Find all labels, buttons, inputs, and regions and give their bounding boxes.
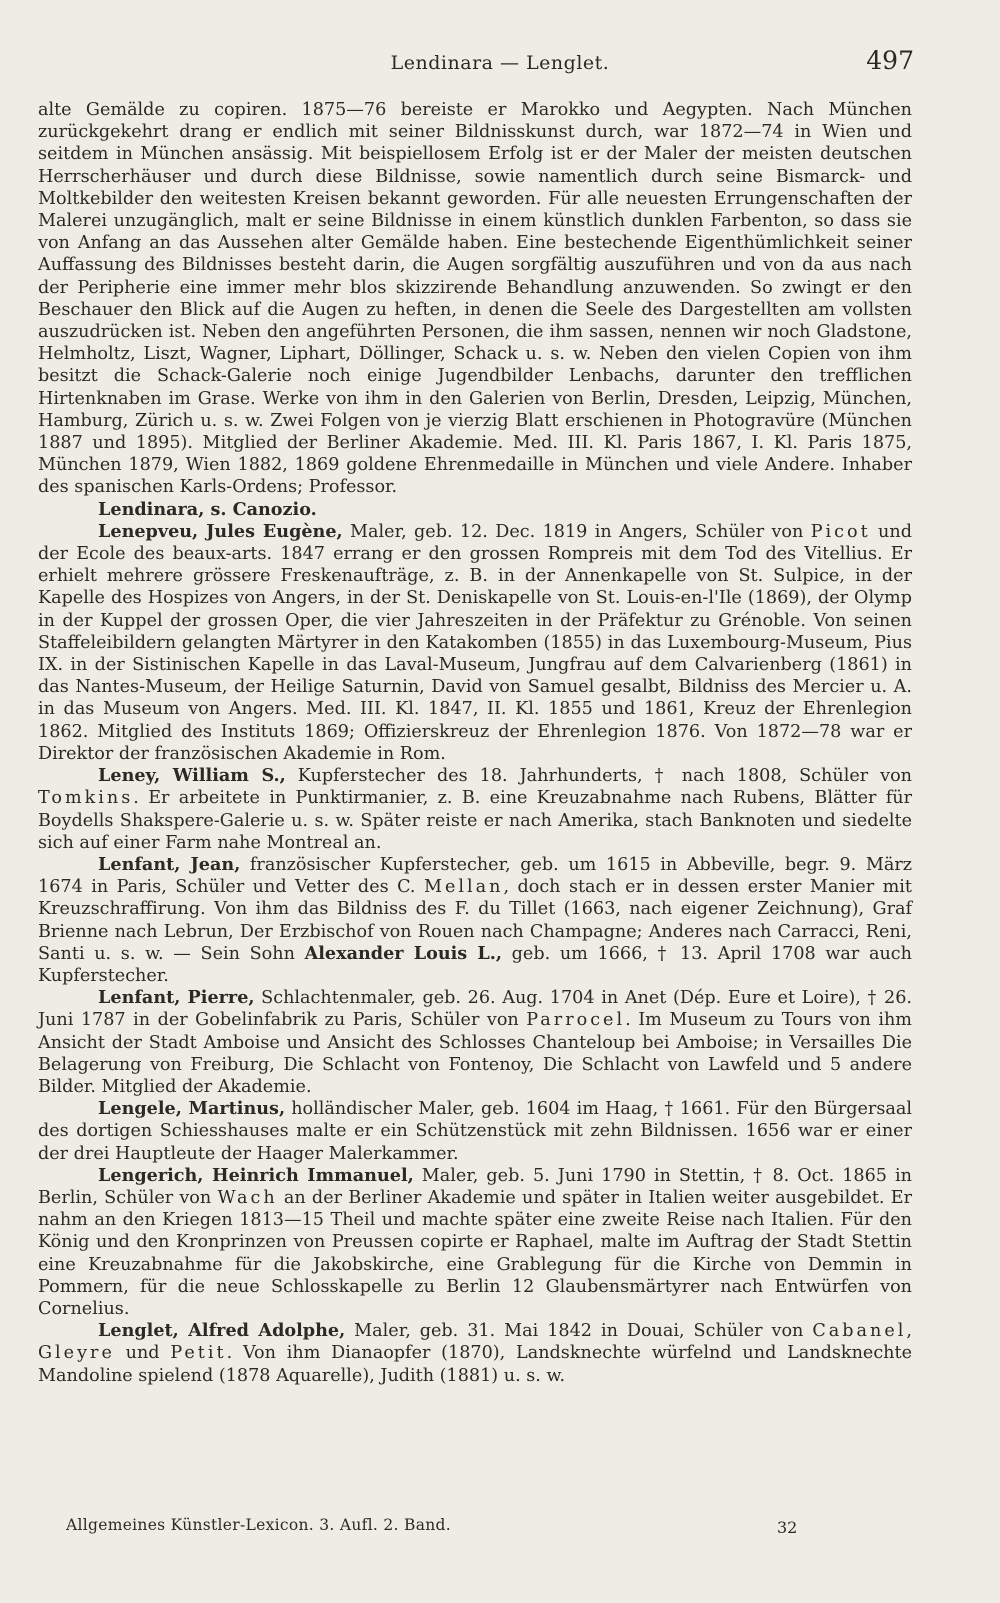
entry-text: alte Gemälde zu copiren. 1875—76 bereiste er Marokko und Aegypten. Nach München zurückgekehrt drang er endlich mit seiner Bildnisskunst durch, war 1872—74 in Wien und seitdem in München ansässig. Mit beispiellosem Erfolg ist er der Maler der meisten deutschen Herrscherhäuser und durch diese Bildnisse, sowie namentlich durch seine Bismarck- und Moltkebilder den weitesten Kreisen bekannt geworden. Für alle neuesten Errungenschaften der Malerei unzugänglich, malt er seine Bildnisse in einem künstlich dunklen Farbenton, so dass sie von Anfang an das Aussehen alter Gemälde haben. Eine bestechende Eigenthümlichkeit seiner Auffassung des Bildnisses besteht darin, die Augen sorgfältig auszuführen und von da aus nach der Peripherie eine immer mehr blos skizzirende Behandlung anzuwenden. So zwingt er den Beschauer den Blick auf die Augen zu heften, in denen die Seele des Dargestellten am vollsten auszudrücken ist. Neben den angeführten Personen, die ihm sassen, nennen wir noch Gladstone, Helmholtz, Liszt, Wagner, Liphart, Döllinger, Schack u. s. w. Neben den vielen Copien von ihm besitzt die Schack-Galerie noch einige Jugendbilder Lenbachs, darunter den trefflichen Hirtenknaben im Grase. Werke von ihm in den Galerien von Berlin, Dresden, Leipzig, München, Hamburg, Zürich u. s. w. Zwei Folgen von je vierzig Blatt erschienen in Photogravüre (München 1887 und 1895). Mitglied der Berliner Akademie. Med. III. Kl. Paris 1867, I. Kl. Paris 1875, München 1879, Wien 1882, 1869 goldene Ehrenmedaille in München und viele Andere. Inhaber des spanischen Karls-Ordens; Professor. <box>38 100 912 498</box>
entry-paragraph <box>38 854 912 987</box>
entry-text: , doch stach er in dessen erster Manier mit Kreuzschraffirung. Von ihm das Bildniss des F. du Tillet (1663, nach eigener Zeichnung), Graf Brienne nach Lebrun, Der Erzbischof von Rouen nach Champagne; Anderes nach Carracci, Reni, Santi u. s. w. — Sein Sohn <box>38 877 912 964</box>
signature-mark: 32 <box>777 1518 798 1537</box>
spaced-name: Wach <box>217 1187 278 1208</box>
entry-headword: Lenepveu, Jules Eugène, <box>98 520 343 542</box>
page-header <box>0 46 1000 86</box>
entry-text: Schlachtenmaler, geb. 26. Aug. 1704 in Anet (Dép. Eure et Loire), † 26. Juni 1787 in der Gobelinfabrik zu Paris, Schüler von <box>38 988 912 1031</box>
spaced-name: Picot <box>810 521 871 542</box>
entry-headword: Lengerich, Heinrich Immanuel, <box>98 1164 414 1186</box>
page-number: 497 <box>866 46 914 75</box>
lexicon-body <box>38 99 912 1387</box>
page-footer <box>0 1516 1000 1546</box>
entry-headword: Lendinara, s. Canozio. <box>98 498 317 520</box>
entry-paragraph <box>38 499 912 521</box>
entry-text: geb. um 1666, † 13. April 1708 war auch Kupferstecher. <box>38 943 912 986</box>
entry-text: und der Ecole des beaux-arts. 1847 errang er den grossen Rompreis mit dem Tod des Vitellius. Er erhielt mehrere grössere Freskenaufträge, z. B. in der Annenkapelle von St. Sulpice, in der Kapelle des Hospizes von Angers, in der St. Deniskapelle von St. Louis-en-l'Ile (1869), der Olymp in der Kuppel der grossen Oper, die vier Jahreszeiten in der Präfektur zu Grénoble. Von seinen Staffeleibildern gelangten Märtyrer in den Katakomben (1855) in das Luxembourg-Museum, Pius IX. in der Sistinischen Kapelle in das Laval-Museum, Jungfrau auf dem Calvarienberg (1861) in das Nantes-Museum, der Heilige Saturnin, David von Samuel gesalbt, Bildniss des Mercier u. A. in das Museum von Angers. Med. III. Kl. 1847, II. Kl. 1855 und 1861, Kreuz der Ehrenlegion 1862. Mitglied des Instituts 1869; Offizierskreuz der Ehrenlegion 1876. Von 1872—78 war er Direktor der französischen Akademie in Rom. <box>38 521 912 764</box>
entry-text: , <box>906 1321 913 1342</box>
footer-source: Allgemeines Künstler-Lexicon. 3. Aufl. 2. Band. <box>66 1516 451 1534</box>
entry-text: an der Berliner Akademie und später in Italien weiter ausgebildet. Er nahm an den Kriegen 1813—15 Theil und machte später eine zweite Reise nach Italien. Für den König und den Kronprinzen von Preussen copirte er Raphael, malte im Auftrag der Stadt Stettin eine Kreuzabnahme für die Jakobskirche, eine Grablegung für die Kirche von Demmin in Pommern, für die neue Schlosskapelle zu Berlin 12 Glaubensmärtyrer nach Entwürfen von Cornelius. <box>38 1187 912 1319</box>
spaced-name: Tomkins <box>38 788 134 809</box>
entry-text: . Er arbeitete in Punktirmanier, z. B. eine Kreuzabnahme nach Rubens, Blätter für Boydells Shakspere-Galerie u. s. w. Später reiste er nach Amerika, stach Banknoten und siedelte sich auf einer Farm nahe Montreal an. <box>38 788 912 853</box>
entry-text: holländischer Maler, geb. 1604 im Haag, † 1661. Für den Bürgersaal des dortigen Schiesshauses malte er ein Schützenstück mit zehn Bildnissen. 1656 war er einer der drei Hauptleute der Haager Malerkammer. <box>38 1099 912 1164</box>
entry-text: Maler, geb. 5. Juni 1790 in Stettin, † 8. Oct. 1865 in Berlin, Schüler von <box>38 1165 912 1208</box>
running-title: Lendinara — Lenglet. <box>390 52 610 74</box>
spaced-name: Gleyre <box>38 1343 115 1364</box>
entry-headword: Lenfant, Pierre, <box>98 987 255 1009</box>
entry-paragraph <box>38 765 912 854</box>
entry-paragraph <box>38 1320 912 1387</box>
entry-text: Maler, geb. 31. Mai 1842 in Douai, Schüler von <box>345 1321 813 1342</box>
entry-paragraph <box>38 987 912 1098</box>
entry-text: französischer Kupferstecher, geb. um 1615 in Abbeville, begr. 9. März 1674 in Paris, Schüler und Vetter des C. <box>38 854 913 898</box>
entry-text: . Von ihm Dianaopfer (1870), Landsknechte würfelnd und Landsknechte Mandoline spielend (1878 Aquarelle), Judith (1881) u. s. w. <box>38 1343 912 1386</box>
entry-paragraph <box>38 99 912 499</box>
spaced-name: Parrocel <box>526 1010 626 1031</box>
entry-text: und <box>114 1343 171 1364</box>
entry-text: . Im Museum zu Tours von ihm Ansicht der Stadt Amboise und Ansicht des Schlosses Chanteloup bei Amboise; in Versailles Die Belagerung von Freiburg, Die Schlacht von Fontenoy, Die Schlacht von Lawfeld und 5 andere Bilder. Mitglied der Akademie. <box>38 1010 912 1097</box>
entry-text: Kupferstecher des 18. Jahrhunderts, † nach 1808, Schüler von <box>285 766 912 787</box>
spaced-name: Petit <box>170 1343 227 1364</box>
entry-headword: Leney, William S., <box>98 765 286 787</box>
entry-headword: Lenglet, Alfred Adolphe, <box>98 1320 346 1342</box>
spaced-name: Mellan <box>423 877 504 898</box>
entry-text: Maler, geb. 12. Dec. 1819 in Angers, Schüler von <box>342 521 811 542</box>
entry-headword: Lenfant, Jean, <box>98 853 241 875</box>
spaced-name: Cabanel <box>812 1321 907 1342</box>
entry-headword: Alexander Louis L., <box>304 942 503 964</box>
entry-paragraph <box>38 521 912 765</box>
entry-paragraph <box>38 1098 912 1165</box>
entry-paragraph <box>38 1165 912 1320</box>
entry-headword: Lengele, Martinus, <box>98 1098 286 1120</box>
